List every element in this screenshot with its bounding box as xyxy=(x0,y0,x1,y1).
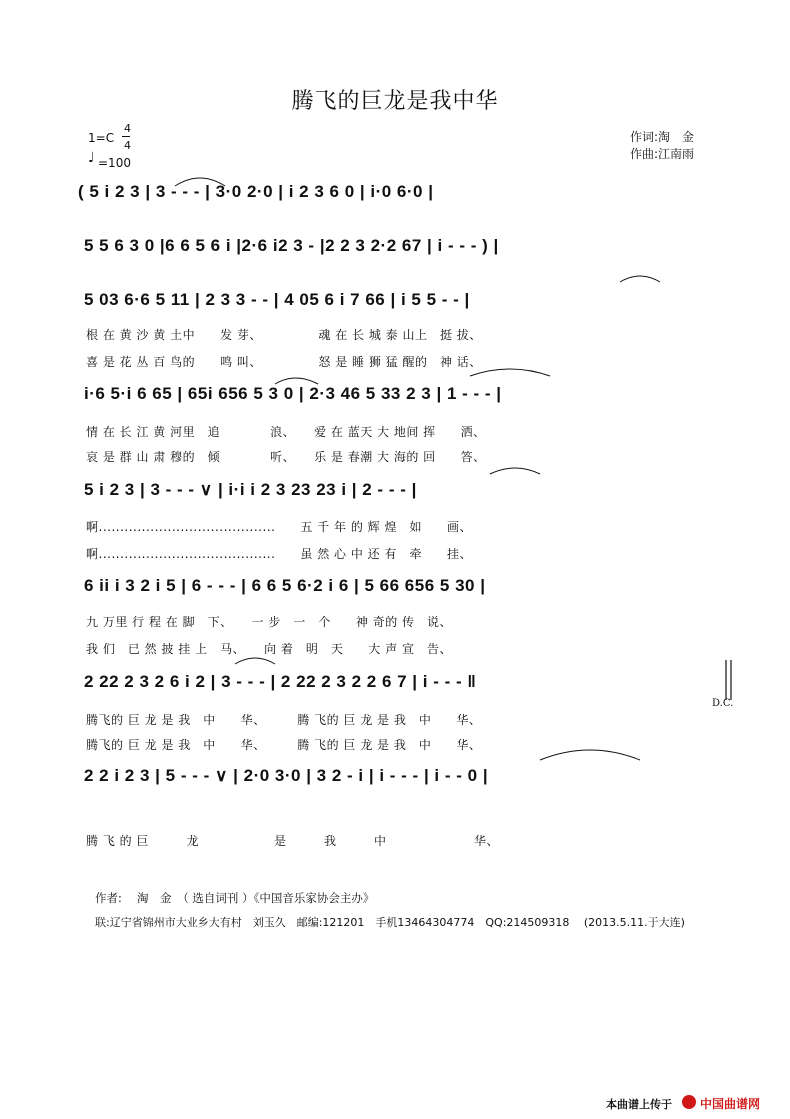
key-signature: 1=C xyxy=(88,131,115,145)
score-row-8: 2 2 i 2 3 | 5 - - - ∨ | 2·0 3·0 | 3 2 - i | i - - - | i - - 0 | xyxy=(84,766,489,785)
tie-slur xyxy=(235,658,275,664)
lyric-line: 腾飞的 巨 龙 是 我 中 华、 腾 飞的 巨 龙 是 我 中 华、 xyxy=(86,713,482,727)
score-row-3: 5 03 6·6 5 11 | 2 3 3 - - | 4 05 6 i 7 66 | i 5 5 - - | xyxy=(84,290,470,309)
quarter-note-icon: ♩ xyxy=(88,150,95,166)
site-logo-icon xyxy=(682,1095,696,1109)
time-signature-bottom: 4 xyxy=(124,139,131,152)
lyricist-credit: 作词:淘 金 xyxy=(630,130,695,144)
page-title: 腾飞的巨龙是我中华 xyxy=(291,89,499,114)
score-row-1: ( 5 i 2 3 | 3 - - - | 3·0 2·0 | i 2 3 6 0 | i·0 6·0 | xyxy=(78,182,434,201)
tie-slur xyxy=(540,750,640,760)
upload-prefix: 本曲谱上传于 xyxy=(606,1098,672,1111)
lyric-line: 九 万里 行 程 在 脚 下、 一 步 一 个 神 奇的 传 说、 xyxy=(86,615,453,629)
tie-slur xyxy=(175,178,225,186)
site-name[interactable]: 中国曲谱网 xyxy=(700,1097,761,1111)
lyric-line: 腾飞的 巨 龙 是 我 中 华、 腾 飞的 巨 龙 是 我 中 华、 xyxy=(86,738,482,752)
tempo-marking: =100 xyxy=(98,156,131,170)
lyric-line: 喜 是 花 丛 百 鸟的 鸣 叫、 怒 是 睡 狮 猛 醒的 神 话、 xyxy=(86,355,482,369)
time-signature-top: 4 xyxy=(124,122,131,135)
tie-slur xyxy=(470,369,550,376)
lyric-line: 啊......................................... 虽 然 心 中 还 有 牵 挂、 xyxy=(86,547,472,561)
lyric-line: 我 们 已 然 披 挂 上 马、 向 着 明 天 大 声 宣 告、 xyxy=(86,642,453,656)
score-row-4: i·6 5·i 6 65 | 65i 656 5 3 0 | 2·3 46 5 33 2 3 | 1 - - - | xyxy=(84,384,502,403)
tie-slur xyxy=(620,276,660,282)
dc-mark: D.C. xyxy=(712,698,734,709)
lyric-line: 啊......................................... 五 千 年 的 辉 煌 如 画、 xyxy=(86,520,472,534)
lyric-line: 根 在 黄 沙 黄 土中 发 芽、 魂 在 长 城 泰 山上 挺 拔、 xyxy=(86,328,482,342)
composer-credit: 作曲:江南雨 xyxy=(630,147,695,161)
tie-slur xyxy=(490,468,540,474)
score-row-2: 5 5 6 3 0 |6 6 5 6 i |2·6 i2 3 - |2 2 3 2·2 67 | i - - - ) | xyxy=(84,236,499,255)
tie-slur xyxy=(275,378,318,384)
score-row-6: 6 ii i 3 2 i 5 | 6 - - - | 6 6 5 6·2 i 6 | 5 66 656 5 30 | xyxy=(84,576,486,595)
score-row-7: 2 22 2 3 2 6 i 2 | 3 - - - | 2 22 2 3 2 2 6 7 | i - - - ‖ xyxy=(84,672,477,691)
contact-line: 联:辽宁省锦州市大业乡大有村 刘玉久 邮编:121201 手机13464304774 QQ:214509318 (2013.5.11.于大连) xyxy=(95,916,685,929)
score-row-5: 5 i 2 3 | 3 - - - ∨ | i·i i 2 3 23 23 i | 2 - - - | xyxy=(84,480,417,499)
lyric-line: 哀 是 群 山 肃 穆的 倾 听、 乐 是 春潮 大 海的 回 答、 xyxy=(86,450,486,464)
author-line: 作者: 淘 金 （ 选自词刊 ）《中国音乐家协会主办》 xyxy=(95,891,375,905)
lyric-line: 腾 飞 的 巨 龙 是 我 中 华、 xyxy=(86,834,499,848)
lyric-line: 情 在 长 江 黄 河里 追 浪、 爱 在 蓝天 大 地间 挥 洒、 xyxy=(86,425,486,439)
